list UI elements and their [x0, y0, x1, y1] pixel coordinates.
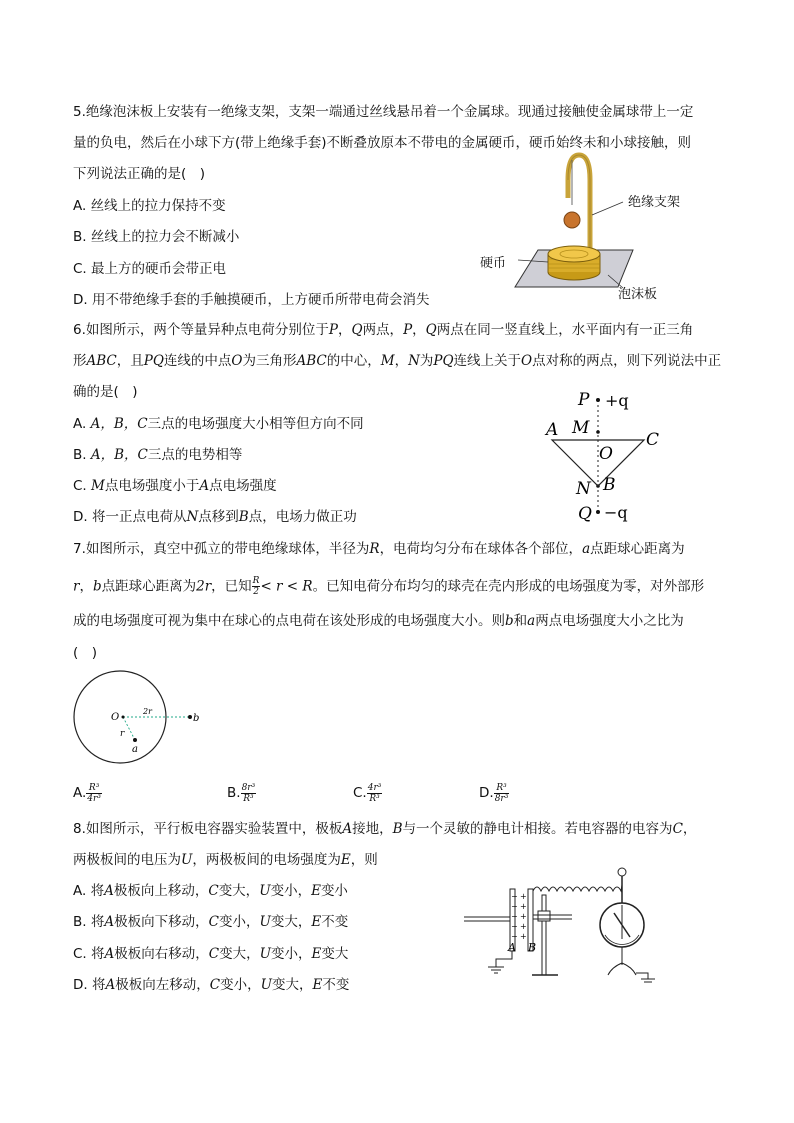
q5-option-d: D. 用不带绝缘手套的手触摸硬币，上方硬币所带电荷会消失 — [73, 292, 430, 308]
q7-stem-line-2: r，b点距球心距离为2r，已知 $\frac{R}{2}$ < r < R。已知电荷分布均匀的球壳在壳内形成的电场强度为零，对外部形 — [73, 576, 705, 597]
q6-stem-line-3: 确的是( ) — [73, 384, 138, 400]
q6-stem-line-1: 6.如图所示，两个等量异种点电荷分别位于P，Q两点，P，Q两点在同一竖直线上，水平面内有一正三角 — [73, 322, 694, 338]
q8-figure — [462, 855, 662, 985]
svg-text:−: − — [511, 922, 518, 931]
svg-text:−q: −q — [604, 503, 628, 522]
q6-option-c: C. M点电场强度小于A点电场强度 — [73, 478, 277, 494]
svg-text:N: N — [576, 479, 591, 499]
svg-text:−: − — [511, 892, 518, 901]
svg-text:−: − — [511, 912, 518, 921]
svg-text:Q: Q — [578, 504, 592, 524]
svg-text:b: b — [193, 713, 200, 724]
q8-option-b: B. 将A极板向下移动，C变小，U变大，E不变 — [73, 914, 349, 930]
coil-wire-shape — [533, 875, 622, 891]
q6-stem-line-2: 形ABC，且PQ连线的中点O为三角形ABC的中心，M，N为PQ连线上关于O点对称的两点，则下列说法中正 — [73, 353, 722, 369]
q8-stem-line-1: 8.如图所示，平行板电容器实验装置中，极板A接地，B与一个灵敏的静电计相接。若电容器的电容为C， — [73, 821, 697, 837]
q6-figure — [540, 382, 690, 527]
q8-option-a: A. 将A极板向上移动，C变大，U变小，E变小 — [73, 883, 348, 899]
q5-stem-line-3: 下列说法正确的是( ) — [73, 166, 206, 182]
q7-stem-line-1: 7.如图所示，真空中孤立的带电绝缘球体，半径为R，电荷均匀分布在球体各个部位，a点距球心距离为 — [73, 541, 685, 557]
svg-text:M: M — [572, 418, 590, 438]
svg-text:A: A — [508, 941, 516, 954]
label-board: 泡沫板 — [618, 287, 658, 302]
svg-text:P: P — [578, 390, 590, 410]
svg-text:a: a — [132, 744, 138, 755]
label-coin: 硬币 — [480, 256, 507, 271]
q6-option-a: A. A，B，C三点的电场强度大小相等但方向不同 — [73, 416, 364, 432]
q7-stem-line-3: 成的电场强度可视为集中在球心的点电荷在该处形成的电场强度大小。则b和a两点电场强度大小之比为 — [73, 613, 684, 629]
svg-text:O: O — [599, 444, 613, 464]
svg-text:+: + — [520, 922, 527, 931]
q7-answer-d: D. $\frac{\text{R³}}{\text{8r³}}$ — [479, 782, 509, 804]
q6-option-d: D. 将一正点电荷从N点移到B点，电场力做正功 — [73, 509, 357, 525]
svg-text:+: + — [520, 902, 527, 911]
metal-ball-shape — [564, 212, 580, 228]
q5-figure — [478, 150, 708, 305]
q5-stem-line-2: 量的负电，然后在小球下方(带上绝缘手套)不断叠放原本不带电的金属硬币，硬币始终未和小球接触，则 — [73, 135, 692, 151]
svg-text:B: B — [528, 941, 537, 954]
q7-figure — [70, 668, 210, 768]
q5-stem-line-1: 5.绝缘泡沫板上安装有一绝缘支架，支架一端通过丝线悬吊着一个金属球。现通过接触使金属球带上一定 — [73, 104, 694, 120]
q8-option-c: C. 将A极板向右移动，C变大，U变小，E变大 — [73, 946, 349, 962]
svg-text:r: r — [120, 729, 125, 739]
coin-stack-shape — [548, 246, 600, 262]
svg-text:B: B — [603, 475, 616, 495]
q7-answer-a: A. $\frac{\text{R³}}{\text{4r³}}$ — [73, 782, 101, 804]
q7-answer-b: B. $\frac{\text{8r³}}{\text{R³}}$ — [227, 782, 256, 804]
q8-option-d: D. 将A极板向左移动，C变小，U变大，E不变 — [73, 977, 350, 993]
svg-text:−: − — [511, 932, 518, 941]
q5-option-c: C. 最上方的硬币会带正电 — [73, 261, 227, 277]
q8-stem-line-2: 两极板间的电压为U，两极板间的电场强度为E，则 — [73, 852, 378, 868]
svg-text:+: + — [520, 912, 527, 921]
stand-shape — [568, 155, 590, 250]
svg-text:C: C — [646, 430, 660, 450]
svg-text:O: O — [111, 712, 120, 723]
svg-text:+: + — [520, 932, 527, 941]
q7-stem-line-4: ( ) — [73, 645, 98, 661]
svg-text:−: − — [511, 902, 518, 911]
svg-text:A: A — [546, 420, 559, 440]
svg-text:+: + — [520, 892, 527, 901]
label-stand: 绝缘支架 — [628, 195, 681, 210]
q5-option-a: A. 丝线上的拉力保持不变 — [73, 198, 226, 214]
q5-option-b: B. 丝线上的拉力会不断减小 — [73, 229, 240, 245]
svg-text:+q: +q — [605, 391, 629, 410]
q6-option-b: B. A，B，C三点的电势相等 — [73, 447, 243, 463]
svg-text:2r: 2r — [143, 707, 152, 716]
q7-answer-c: C. $\frac{\text{4r³}}{\text{R³}}$ — [353, 782, 382, 804]
